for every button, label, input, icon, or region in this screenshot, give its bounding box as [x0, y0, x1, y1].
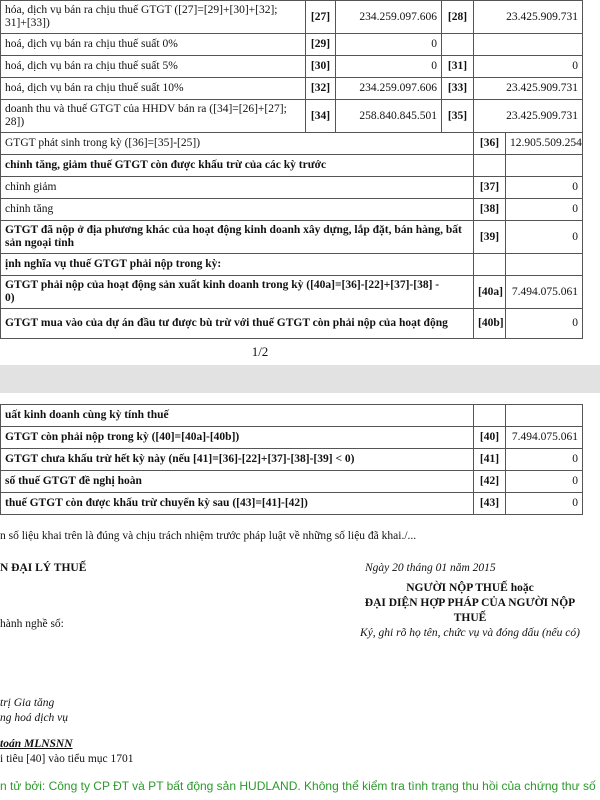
row-code-tax: [33]	[442, 78, 474, 100]
row-code	[474, 254, 506, 276]
document-page-2	[0, 404, 583, 515]
row-description: ịnh nghĩa vụ thuế GTGT phải nộp trong kỳ:	[1, 254, 474, 276]
row-code: [40a]	[474, 276, 506, 309]
signer-note: Ký, ghi rõ họ tên, chức vụ và đóng dấu (nếu có)	[360, 627, 580, 639]
table-row	[1, 177, 583, 199]
row-value: 0	[506, 471, 583, 493]
footnote-2: ng hoá dịch vụ	[0, 712, 69, 724]
row-code: [36]	[474, 133, 506, 155]
table-row	[1, 1, 583, 34]
row-code: [32]	[306, 78, 336, 100]
row-value-tax: 0	[474, 56, 583, 78]
row-description: GTGT đã nộp ở địa phương khác của hoạt động kinh doanh xây dựng, lắp đặt, bán hàng, bất sản ngoại tỉnh	[1, 221, 474, 254]
row-description: GTGT phải nộp của hoạt động sản xuất kinh doanh trong kỳ ([40a]=[36]-[22]+[37]-[38] - 0)	[1, 276, 474, 309]
table-row	[1, 78, 583, 100]
table-row	[1, 34, 583, 56]
row-description: GTGT còn phải nộp trong kỳ ([40]=[40a]-[40b])	[1, 427, 474, 449]
row-value: 234.259.097.606	[336, 78, 442, 100]
digital-signature-notice: n tử bởi: Công ty CP ĐT và PT bất động sản HUDLAND. Không thể kiểm tra tình trạng thu hồi của chứng thư số	[0, 779, 596, 793]
row-description: hoá, dịch vụ bán ra chịu thuế suất 0%	[1, 34, 306, 56]
signer-title-1: NGƯỜI NỘP THUẾ hoặc	[406, 582, 534, 594]
row-description: số thuế GTGT đề nghị hoàn	[1, 471, 474, 493]
footnote-4: i tiêu [40] vào tiểu mục 1701	[0, 753, 134, 765]
row-code: [43]	[474, 493, 506, 515]
row-value-tax: 23.425.909.731	[474, 100, 583, 133]
table-row	[1, 221, 583, 254]
row-description: uất kinh doanh cùng kỳ tính thuế	[1, 405, 474, 427]
row-description: thuế GTGT còn được khấu trừ chuyển kỳ sau ([43]=[41]-[42])	[1, 493, 474, 515]
row-description: chỉnh tăng, giảm thuế GTGT còn được khấu trừ của các kỳ trước	[1, 155, 474, 177]
row-code-tax: [35]	[442, 100, 474, 133]
row-code	[474, 155, 506, 177]
table-row	[1, 471, 583, 493]
table-row	[1, 493, 583, 515]
footnote-3: toán MLNSNN	[0, 738, 73, 750]
row-code: [41]	[474, 449, 506, 471]
signer-title-2: ĐẠI DIỆN HỢP PHÁP CỦA NGƯỜI NỘP	[364, 597, 576, 609]
table-row	[1, 155, 583, 177]
row-code-tax	[442, 34, 474, 56]
row-value	[506, 405, 583, 427]
row-description: doanh thu và thuế GTGT của HHDV bán ra ([34]=[26]+[27]; 28])	[1, 100, 306, 133]
row-description: GTGT phát sinh trong kỳ ([36]=[35]-[25])	[1, 133, 474, 155]
row-value-tax: 23.425.909.731	[474, 1, 583, 34]
row-value: 0	[336, 34, 442, 56]
row-value: 234.259.097.606	[336, 1, 442, 34]
table-row	[1, 276, 583, 309]
row-code: [39]	[474, 221, 506, 254]
row-value: 0	[506, 199, 583, 221]
table-row	[1, 449, 583, 471]
row-value: 0	[506, 493, 583, 515]
row-value: 0	[506, 449, 583, 471]
table-row	[1, 133, 583, 155]
row-code: [40]	[474, 427, 506, 449]
page-separator	[0, 365, 600, 393]
row-value: 0	[506, 221, 583, 254]
row-value: 0	[506, 309, 583, 339]
license-number-label: hành nghề số:	[0, 618, 64, 630]
table-row	[1, 427, 583, 449]
row-code: [40b]	[474, 309, 506, 339]
table-row	[1, 309, 583, 339]
date-line: Ngày 20 tháng 01 năm 2015	[365, 562, 496, 574]
row-code: [30]	[306, 56, 336, 78]
row-code	[474, 405, 506, 427]
row-value	[506, 155, 583, 177]
row-description: chỉnh giảm	[1, 177, 474, 199]
page-number: 1/2	[251, 344, 269, 359]
tax-table-part2	[0, 132, 583, 339]
row-code: [42]	[474, 471, 506, 493]
row-code: [38]	[474, 199, 506, 221]
declaration-text: n số liệu khai trên là đúng và chịu trách nhiệm trước pháp luật về những số liệu đã khai./...	[0, 530, 417, 542]
table-row	[1, 100, 583, 133]
row-value: 0	[506, 177, 583, 199]
row-value: 12.905.509.254	[506, 133, 583, 155]
row-value	[506, 254, 583, 276]
row-code: [29]	[306, 34, 336, 56]
row-code-tax: [28]	[442, 1, 474, 34]
row-value: 258.840.845.501	[336, 100, 442, 133]
footnote-1: trị Gia tăng	[0, 697, 55, 709]
row-description: GTGT chưa khấu trừ hết kỳ này (nếu [41]=[36]-[22]+[37]-[38]-[39] < 0)	[1, 449, 474, 471]
row-value: 7.494.075.061	[506, 276, 583, 309]
row-code: [34]	[306, 100, 336, 133]
table-row	[1, 56, 583, 78]
table-row	[1, 199, 583, 221]
tax-table-part3	[0, 404, 583, 515]
row-value-tax	[474, 34, 583, 56]
row-value: 7.494.075.061	[506, 427, 583, 449]
row-description: GTGT mua vào của dự án đầu tư được bù trừ với thuế GTGT còn phải nộp của hoạt động	[1, 309, 474, 339]
row-code: [27]	[306, 1, 336, 34]
row-code-tax: [31]	[442, 56, 474, 78]
row-description: hóa, dịch vụ bán ra chịu thuế GTGT ([27]=[29]+[30]+[32]; 31]+[33])	[1, 1, 306, 34]
signer-title-3: THUẾ	[453, 612, 487, 624]
tax-table-part1	[0, 0, 583, 133]
row-code: [37]	[474, 177, 506, 199]
row-value-tax: 23.425.909.731	[474, 78, 583, 100]
table-row	[1, 405, 583, 427]
row-description: hoá, dịch vụ bán ra chịu thuế suất 5%	[1, 56, 306, 78]
row-description: hoá, dịch vụ bán ra chịu thuế suất 10%	[1, 78, 306, 100]
table-row	[1, 254, 583, 276]
row-value: 0	[336, 56, 442, 78]
tax-agent-title: N ĐẠI LÝ THUẾ	[0, 562, 87, 574]
document-page-1	[0, 0, 600, 339]
row-description: chỉnh tăng	[1, 199, 474, 221]
